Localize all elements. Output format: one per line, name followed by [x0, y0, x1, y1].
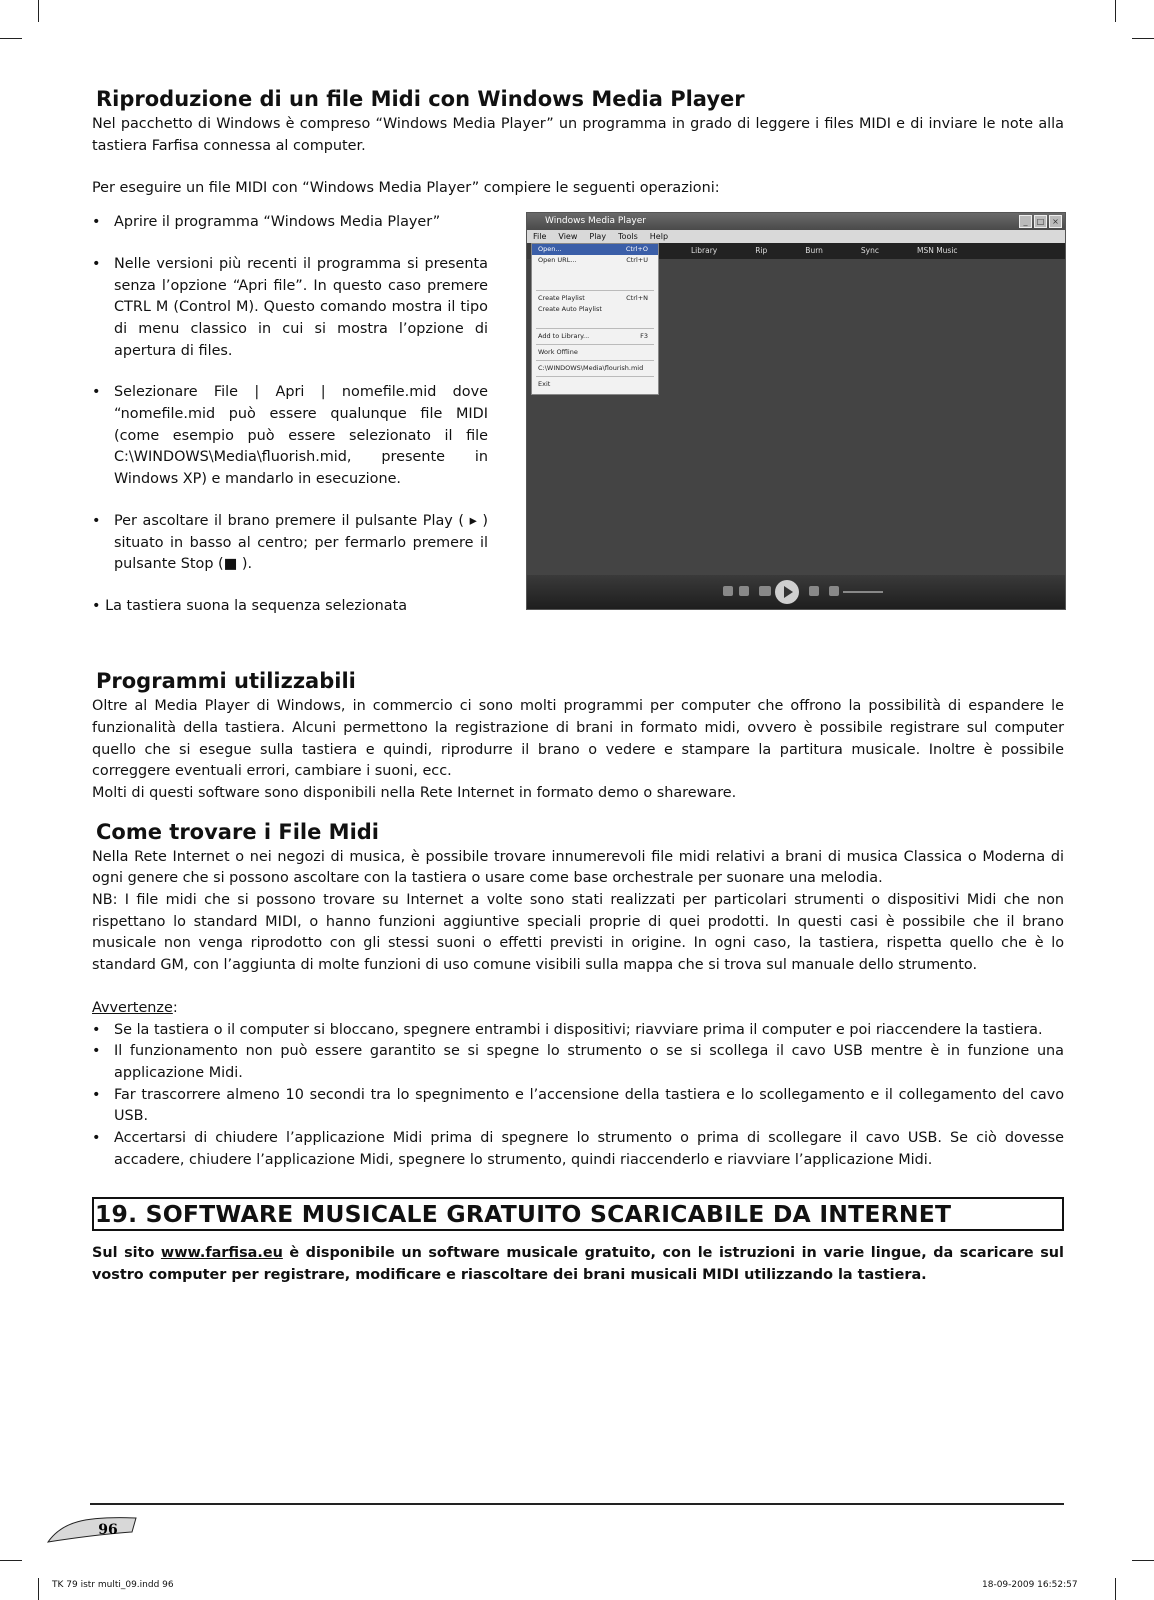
crop-mark [1115, 0, 1116, 22]
section-title-wmp: Riproduzione di un file Midi con Windows Media Player [96, 87, 745, 111]
next-icon [809, 586, 819, 596]
intro-paragraph: Nel pacchetto di Windows è compreso “Windows Media Player” un programma in grado di leggere i files MIDI e di inviare le note alla tastiera Farfisa connessa al computer. [92, 116, 1064, 154]
menu-item-disabled [532, 266, 658, 277]
list-item: • Nelle versioni più recenti il programma si presenta senza l’opzione “Apri file”. In questo caso premere CTRL M (Control M). Questo comando mostra il tipo di menu classico in cui si mostra l’opzione di apertura di files. [92, 255, 488, 359]
menu-play: Play [589, 232, 607, 242]
crop-mark [1115, 1578, 1116, 1600]
menu-item-disabled [532, 315, 658, 326]
menu-file: File [533, 232, 547, 242]
crop-mark [1132, 1560, 1154, 1561]
page-number-tab [44, 1514, 138, 1544]
menu-item: Exit [538, 380, 551, 389]
volume-icon [829, 586, 839, 596]
instructions-block [92, 212, 1064, 642]
tab-msn-music: MSN Music [916, 246, 958, 256]
warning-item: • Se la tastiera o il computer si bloccano, spegnere entrambi i dispositivi; riavviare prima il computer e poi riaccendere la tastiera. [92, 1021, 1043, 1038]
menu-item: Create Auto Playlist [538, 305, 602, 314]
wmp-screenshot [526, 212, 1066, 610]
programs-paragraph-2: Molti di questi software sono disponibili nella Rete Internet in formato demo o shareware. [92, 784, 737, 801]
list-item: • Selezionare File | Apri | nomefile.mid dove “nomefile.mid può essere qualunque file MIDI (come esempio può essere selezionato il file C:\WINDOWS\Media\fluorish.mid, presente in Windows XP) e mandarlo in esecuzione. [92, 384, 488, 488]
repeat-icon [739, 586, 749, 596]
menu-item: Add to Library... F3 [538, 332, 648, 341]
play-button [775, 580, 799, 604]
midi-files-paragraph: Nella Rete Internet o nei negozi di musica, è possibile trovare innumerevoli file midi relativi a brani di musica Classica o Moderna di ogni genere che si possono ascoltare con la tastiera o usare come base orchestrale per suonare una melodia. [92, 848, 1064, 887]
warning-item: • Accertarsi di chiudere l’applicazione Midi prima di spegnere lo strumento o prima di scollegare il cavo USB. Se ciò dovesse accadere, chiudere l’applicazione Midi, spegnere lo strumento, quindi riaccenderlo e riavviare l’applicazione Midi. [92, 1130, 1064, 1168]
lead-paragraph: Per eseguire un file MIDI con “Windows Media Player” compiere le seguenti operazioni: [92, 180, 720, 197]
menu-item: Open... Ctrl+O [532, 244, 658, 255]
playback-controls [527, 575, 1065, 609]
crop-mark [38, 0, 39, 22]
crop-mark [0, 1560, 22, 1561]
maximize-icon: □ [1034, 215, 1047, 228]
warning-item: • Il funzionamento non può essere garantito se si spegne lo strumento o se si scollega il cavo USB mentre è in funzione una applicazione Midi. [92, 1043, 1064, 1081]
wmp-menu-bar [527, 230, 1065, 243]
download-paragraph: Sul sito www.farfisa.eu è disponibile un software musicale gratuito, con le istruzioni in varie lingue, da scaricare sul vostro computer per registrare, modificare e riascoltare dei brani musicali MIDI utilizzando la tastiera. [92, 1245, 1064, 1284]
crop-mark [1132, 38, 1154, 39]
warning-item: • Far trascorrere almeno 10 secondi tra lo spegnimento e l’accensione della tastiera e lo scollegamento e il collegamento del cavo USB. [92, 1086, 1064, 1125]
result-line: • La tastiera suona la sequenza selezionata [92, 597, 408, 614]
midi-files-note: NB: I file midi che si possono trovare su Internet a volte sono stati realizzati per particolari strumenti o dispositivi Midi che non rispettano lo standard MIDI, o hanno funzioni aggiuntive speciali proprie di quei prodotti. In questi casi è possibile che il brano musicale non venga riprodotto con gli stessi suoni o effetti previsti in origine. In ogni caso, la tastiera, rispetta quello che è lo standard GM, con l’aggiunta di molte funzioni di uso comune visibili sulla mappa che si trova sul manuale dello strumento. [92, 892, 1064, 974]
section-title-midi-files: Come trovare i File Midi [96, 819, 379, 844]
chapter-heading: 19. SOFTWARE MUSICALE GRATUITO SCARICABILE DA INTERNET [92, 1197, 1064, 1231]
page-number: 96 [98, 1522, 118, 1538]
file-menu-dropdown [531, 243, 659, 395]
page-content [92, 84, 1064, 1287]
menu-view: View [558, 232, 578, 242]
slug-right: 18-09-2009 16:52:57 [982, 1580, 1078, 1590]
previous-icon [761, 586, 771, 596]
list-item: • Aprire il programma “Windows Media Player” [92, 214, 441, 231]
menu-item: C:\WINDOWS\Media\flourish.mid [538, 364, 644, 373]
section-title-programs: Programmi utilizzabili [96, 669, 356, 694]
menu-item: Open URL... Ctrl+U [538, 256, 648, 265]
close-icon: × [1049, 215, 1062, 228]
crop-mark [0, 38, 22, 39]
warnings-heading: Avvertenze: [92, 999, 178, 1016]
window-buttons [1019, 215, 1062, 228]
volume-slider [843, 591, 883, 593]
tab-burn: Burn [805, 246, 823, 256]
programs-paragraph: Oltre al Media Player di Windows, in commercio ci sono molti programmi per computer che offrono la possibilità di espandere le funzionalità della tastiera. Alcuni permettono la registrazione di brani in formato midi, ovvero è possibile registrare sul computer quello che si esegue sulla tastiera e quindi, riprodurre il brano o vedere e stampare la partitura musicale. Inoltre è possibile correggere eventuali errori, cambiare i suoni, ecc. [92, 698, 1064, 780]
menu-item: Work Offline [538, 348, 578, 357]
slug-left: TK 79 istr multi_09.indd 96 [52, 1580, 174, 1590]
farfisa-link[interactable]: www.farfisa.eu [160, 1245, 283, 1262]
wmp-title-bar: Windows Media Player [527, 213, 1065, 230]
menu-tools: Tools [618, 232, 638, 242]
menu-help: Help [649, 232, 669, 242]
footer-rule [90, 1503, 1064, 1505]
crop-mark [38, 1578, 39, 1600]
wmp-nav-tabs [659, 243, 1065, 259]
tab-library: Library [691, 246, 718, 256]
tab-rip: Rip [755, 246, 768, 256]
list-item: • Per ascoltare il brano premere il pulsante Play ( ▸ ) situato in basso al centro; per fermarlo premere il pulsante Stop (■ ). [92, 512, 488, 573]
shuffle-icon [723, 586, 733, 596]
instruction-list [92, 212, 488, 618]
tab-sync: Sync [860, 246, 879, 256]
minimize-icon: _ [1019, 215, 1032, 228]
menu-item-disabled [532, 277, 658, 288]
menu-item: Create Playlist Ctrl+N [538, 294, 648, 303]
